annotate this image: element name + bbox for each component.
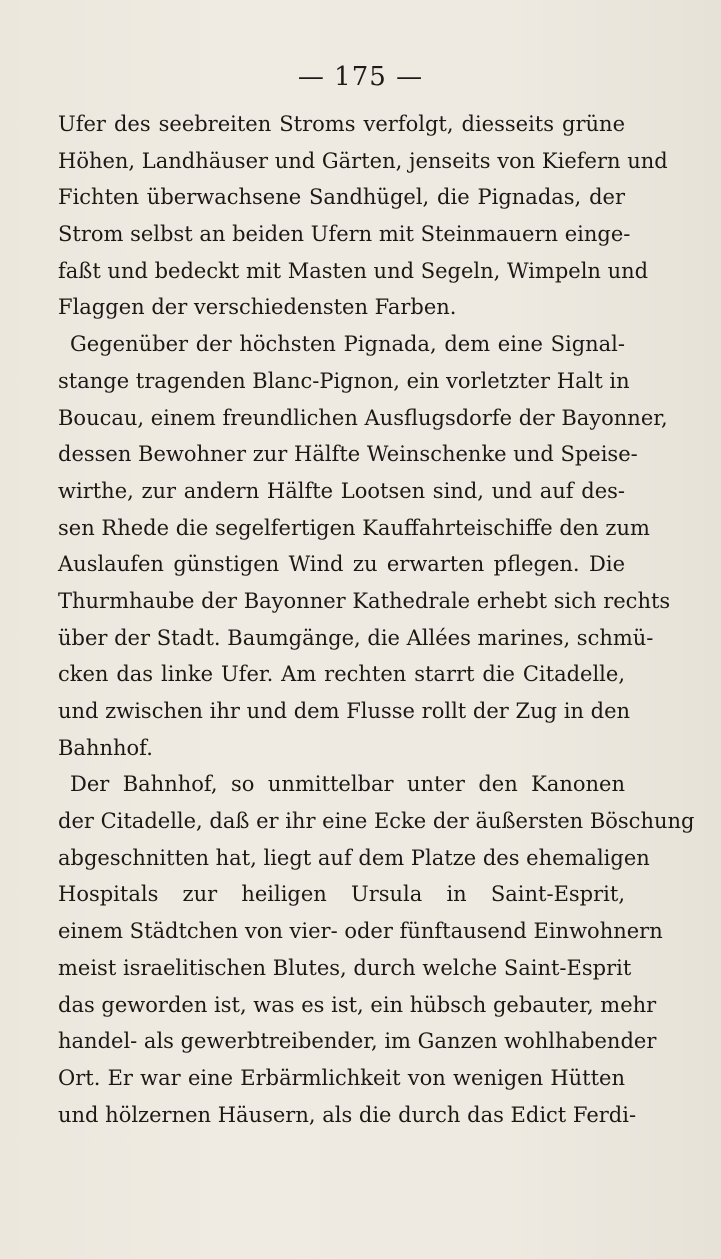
text-line: dessen Bewohner zur Hälfte Weinschenke und Speise- [58,442,638,467]
text-line: Auslaufen günstigen Wind zu erwarten pflegen. Die [58,552,625,577]
text-line: Boucau, einem freundlichen Ausflugsdorfe der Bayonner, [58,405,668,430]
page-number: — 175 — [297,62,424,92]
text-line: cken das linke Ufer. Am rechten starrt die Citadelle, [58,662,625,687]
paragraph-3 [58,766,695,1133]
paragraph-1 [58,106,668,326]
text-line: meist israelitischen Blutes, durch welche Saint-Esprit [58,955,632,980]
text-line: Ort. Er war eine Erbärmlichkeit von wenigen Hütten [58,1065,625,1090]
text-line: und hölzernen Häusern, als die durch das Edict Ferdi- [58,1102,637,1127]
text-line: Der Bahnhof, so unmittelbar unter den Kanonen [70,772,625,797]
text-line: über der Stadt. Baumgänge, die Allées marines, schmü- [58,625,654,650]
text-line: faßt und bedeckt mit Masten und Segeln, Wimpeln und [58,258,649,283]
text-line: der Citadelle, daß er ihr eine Ecke der äußersten Böschung [58,809,695,834]
text-line: und zwischen ihr und dem Flusse rollt der Zug in den [58,699,631,723]
text-line: Flaggen der verschiedensten Farben. [58,295,457,320]
text-line: einem Städtchen von vier- oder fünftausend Einwohnern [58,919,663,944]
text-line: Gegenüber der höchsten Pignada, dem eine Signal- [70,332,625,357]
text-line: Ufer des seebreiten Stroms verfolgt, diesseits grüne [58,112,625,136]
text-line: wirthe, zur andern Hälfte Lootsen sind, und auf des- [58,478,625,503]
text-line: handel- als gewerbtreibender, im Ganzen wohlhabender [58,1029,657,1054]
text-line: Hospitals zur heiligen Ursula in Saint-Esprit, [58,882,625,907]
text-line: abgeschnitten hat, liegt auf dem Platze des ehemaligen [58,845,650,870]
text-line: Fichten überwachsene Sandhügel, die Pignadas, der [58,185,625,210]
paragraph-2 [58,326,671,766]
text-line: Thurmhaube der Bayonner Kathedrale erhebt sich rechts [58,588,671,613]
text-line: Höhen, Landhäuser und Gärten, jenseits von Kiefern und [58,148,668,173]
body-text [58,106,695,1133]
text-line: Bahnhof. [58,735,153,760]
text-line: stange tragenden Blanc-Pignon, ein vorletzter Halt in [58,368,630,393]
text-line: das geworden ist, was es ist, ein hübsch gebauter, mehr [58,992,657,1017]
text-line: sen Rhede die segelfertigen Kauffahrteischiffe den zum [58,515,650,540]
text-line: Strom selbst an beiden Ufern mit Steinmauern einge- [58,222,631,247]
